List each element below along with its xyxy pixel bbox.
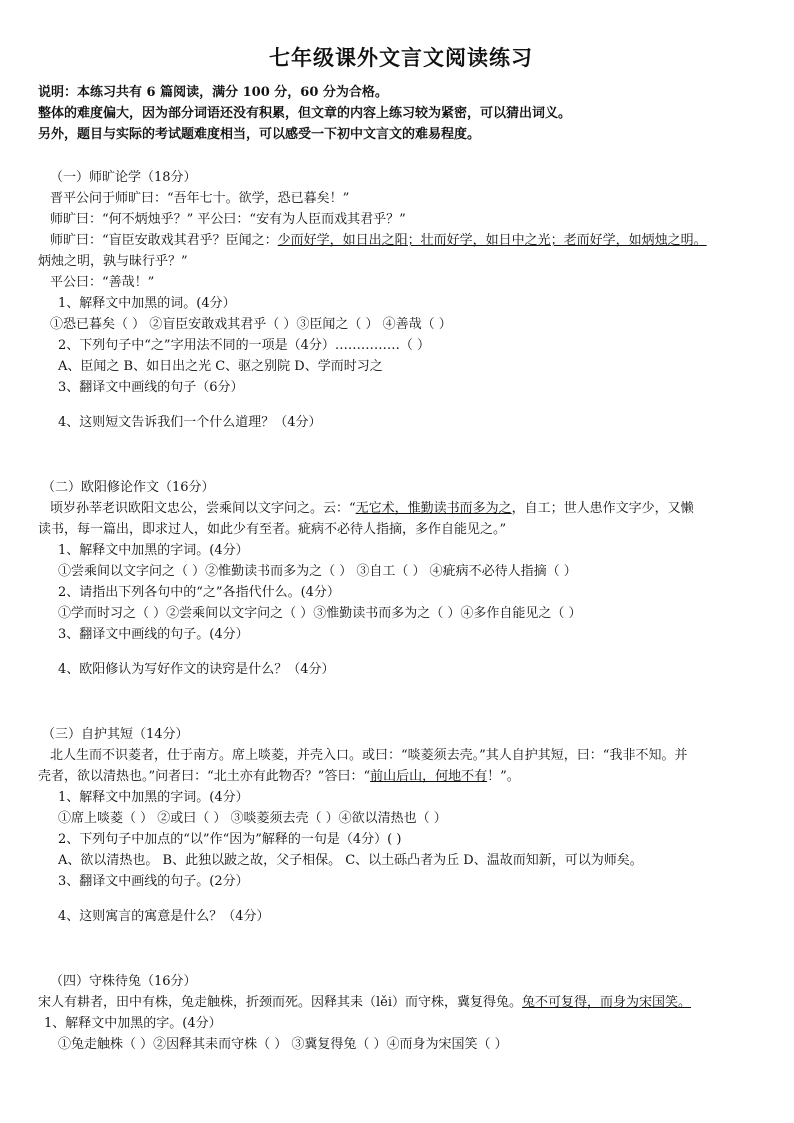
underlined-sentence: 无它术，惟勤读书而多为之 [355,501,512,516]
passage-text: 宋人有耕者，田中有株，兔走触株，折颈而死。因释其耒（lěi）而守株，冀复得兔。 [38,995,523,1010]
instructions [38,82,764,145]
passage-text: 顷岁孙莘老识欧阳文忠公，尝乘间以文字问之。云：“ [50,501,356,516]
underlined-sentence: 前山后山，何地不有 [370,769,488,784]
section-heading: （四）守株待兔（16分） [50,974,197,989]
question-1-items: ①兔走触株（ ）②因释其耒而守株（ ） ③冀复得兔（ ）④而身为宋国笑（ ） [58,1037,508,1052]
underlined-sentence: 少而好学，如日出之阳；壮而好学，如日中之光；老而好学，如炳烛之明。 [277,233,707,248]
passage-text: 师旷曰：“盲臣安敢戏其君乎？臣闻之： [50,233,278,248]
passage-line: 师旷曰：“何不炳烛乎？” 平公曰：“安有为人臣而戏其君乎？” [50,212,406,227]
section-shikuang [38,167,764,433]
section-heading: （二）欧阳修论作文（16分） [42,480,215,495]
question-1-items: ①尝乘间以文字问之（ ）②惟勤读书而多为之（ ） ③自工（ ） ④疵病不必待人指摘（ ） [58,564,577,579]
passage-line [38,992,764,1013]
passage-line [38,498,764,519]
passage-line: 炳烛之明，孰与昧行乎？” [38,254,188,269]
passage-line: 晋平公问于师旷曰：“吾年七十。欲学，恐已暮矣！” [50,191,350,206]
note-line: 另外，题目与实际的考试题难度相当，可以感受一下初中文言文的难易程度。 [38,127,481,142]
section-ouyangxiu [38,477,764,680]
question-1: 1、解释文中加黑的字词。(4分） [58,790,249,805]
section-zihuqiduan [38,724,764,927]
section-heading: （一）师旷论学（18分） [50,170,197,185]
question-1: 1、解释文中加黑的词。(4分） [58,296,236,311]
passage-line: 北人生而不识菱者，仕于南方。席上啖菱，并壳入口。或曰：“啖菱须去壳。”其人自护其短，曰：“我非不知。并 [50,748,688,763]
passage-text: 壳者，欲以清热也。”问者曰：“北土亦有此物否？”答曰：“ [38,769,371,784]
question-2-options: A、欲以清热也。 B、此独以跛之故，父子相保。 C、以土砾凸者为丘 D、温故而知新，可以为师矣。 [58,853,643,868]
question-1-items: ①恐已暮矣（ ） ②盲臣安敢戏其君乎（ ）③臣闻之（ ） ④善哉（ ） [50,317,452,332]
passage-line: 读书，每一篇出，即求过人，如此少有至者。疵病不必待人指摘，多作自能见之。” [38,522,507,537]
passage-line [38,766,764,787]
question-2: 2、下列句子中“之”字用法不同的一项是（4分）……………（ ） [58,338,430,353]
question-3: 3、翻译文中画线的句子。(2分） [58,874,249,889]
question-1: 1、解释文中加黑的字词。(4分） [58,543,249,558]
section-heading: （三）自护其短（14分） [42,727,189,742]
question-3: 3、翻译文中画线的句子（6分） [58,380,244,395]
underlined-sentence: 兔不可复得，而身为宋国笑。 [522,995,692,1010]
note-line: 说明：本练习共有 6 篇阅读，满分 100 分，60 分为合格。 [38,85,388,100]
passage-text: ！”。 [487,769,520,784]
passage-text: ，自工；世人患作文字少，又懒 [511,501,694,516]
question-1-items: ①席上啖菱（ ） ②或曰（ ） ③啖菱须去壳（ ）④欲以清热也（ ） [58,811,447,826]
document-page [38,44,764,1055]
note-line: 整体的难度偏大，因为部分词语还没有积累，但文章的内容上练习较为紧密，可以猜出词义。 [38,106,572,121]
question-2: 2、下列句子中加点的“以”作“因为”解释的一句是（4分）( ) [58,832,402,847]
question-3: 3、翻译文中画线的句子。(4分） [58,627,249,642]
question-2: 2、请指出下列各句中的“之”各指代什么。(4分） [58,585,340,600]
question-4: 4、这则短文告诉我们一个什么道理？（4分） [58,415,322,430]
question-4: 4、这则寓言的寓意是什么？（4分） [58,909,270,924]
section-shouzhudaitu [38,971,764,1055]
question-4: 4、欧阳修认为写好作文的诀窍是什么？（4分） [58,662,335,677]
page-title: 七年级课外文言文阅读练习 [269,45,533,70]
question-2-options: A、臣闻之 B、如日出之光 C、驱之别院 D、学而时习之 [58,359,383,374]
passage-line: 平公曰：“善哉！” [50,275,155,290]
question-1: 1、解释文中加黑的字。(4分） [44,1016,222,1031]
passage-line [38,230,764,251]
question-2-items: ①学而时习之（ ）②尝乘间以文字问之（ ）③惟勤读书而多为之（ ）④多作自能见之（ ） [58,606,582,621]
